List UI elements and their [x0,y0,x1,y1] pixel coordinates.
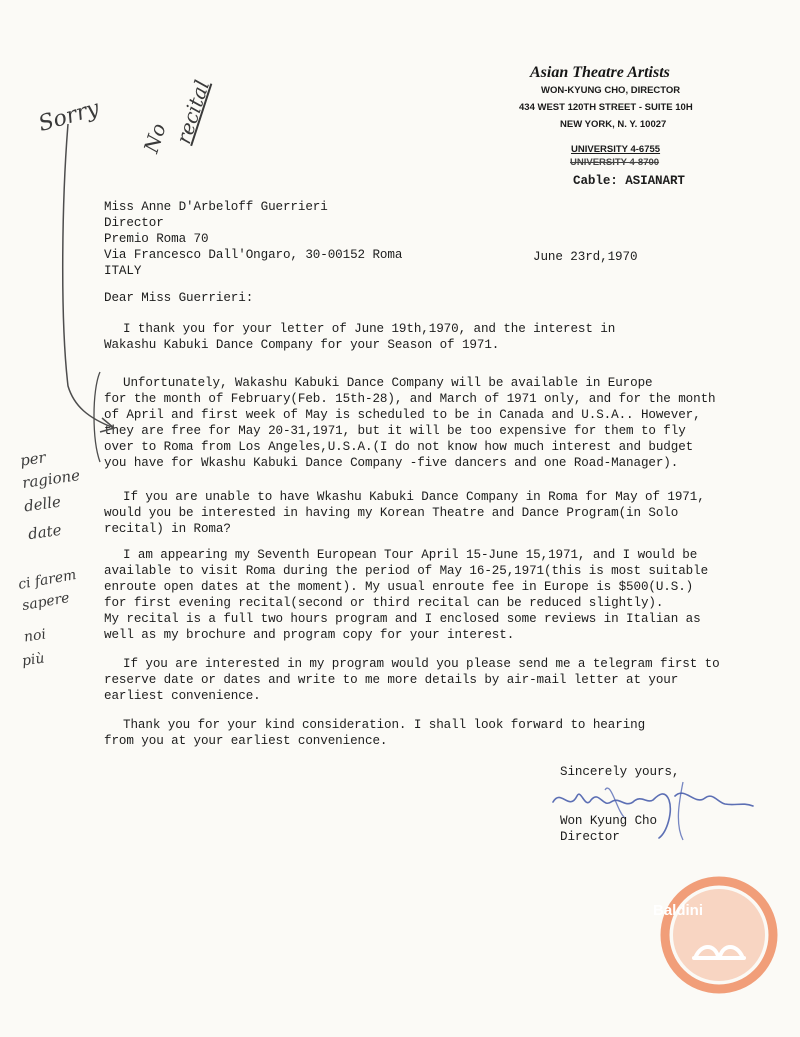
paragraph-line: available to visit Roma during the period of May 16-25,1971(this is most suitable [104,564,709,578]
note-no: No [138,120,171,156]
library-stamp [620,856,742,978]
letterhead-phone: UNIVERSITY 4-6755 [571,144,661,155]
letterhead-org-name: Asian Theatre Artists [530,64,670,81]
paragraph-line: of April and first week of May is scheduled to be in Canada and U.S.A.. However, [104,408,701,422]
margin-note-line: date [26,520,63,544]
annotation-arrow-icon [44,118,124,438]
stamp-logo-icon [658,874,780,996]
margin-note-line: noi [22,626,47,646]
note-recital: recital [171,77,215,147]
recipient-org: Premio Roma 70 [104,232,209,246]
closing: Sincerely yours, [560,765,680,779]
paragraph-line: My recital is a full two hours program and I enclosed some reviews in Italian as [104,612,701,626]
paragraph-line: for the month of February(Feb. 15th-28), and March of 1971 only, and for the month [104,392,716,406]
paragraph-line: enroute open dates at the moment). My usual enroute fee in Europe is $500(U.S.) [104,580,694,594]
paragraph-line: over to Roma from Los Angeles,U.S.A.(I do not know how much interest and budget [104,440,694,454]
paragraph-line: Unfortunately, Wakashu Kabuki Dance Company will be available in Europe [123,376,653,390]
margin-note-line: ci farem [17,567,78,593]
paragraph-line: If you are interested in my program would you please send me a telegram first to [123,657,720,671]
margin-bracket-icon [88,370,102,465]
paragraph-line: for first evening recital(second or third recital can be reduced slightly). [104,596,664,610]
letterhead-cable: Cable: ASIANART [573,174,685,188]
margin-note-line: sapere [20,589,71,615]
paragraph-line: you have for Wkashu Kabuki Dance Company -five dancers and one Road-Manager). [104,456,679,470]
paragraph-line: they are free for May 20-31,1971, but it will be too expensive for them to fly [104,424,686,438]
margin-note-line: più [20,650,46,670]
margin-note-line: per [18,448,47,470]
letterhead-phone-old: UNIVERSITY 4-8700 [570,157,660,168]
letterhead-address-1: 434 WEST 120TH STREET - SUITE 10H [519,102,693,113]
note-sorry: Sorry [35,95,103,138]
letterhead-address-2: NEW YORK, N. Y. 10027 [560,119,667,130]
signer-name: Won Kyung Cho [560,814,657,828]
salutation: Dear Miss Guerrieri: [104,291,254,305]
letter-date: June 23rd,1970 [533,250,638,264]
recipient-street: Via Francesco Dall'Ongaro, 30-00152 Roma [104,248,403,262]
paragraph-line: recital) in Roma? [104,522,231,536]
paragraph-line: would you be interested in having my Korean Theatre and Dance Program(in Solo [104,506,679,520]
recipient-country: ITALY [104,264,142,278]
recipient-name: Miss Anne D'Arbeloff Guerrieri [104,200,328,214]
paragraph-line: earliest convenience. [104,689,261,703]
paragraph-line: If you are unable to have Wkashu Kabuki Dance Company in Roma for May of 1971, [123,490,705,504]
letterhead-director: WON-KYUNG CHO, DIRECTOR [541,85,681,96]
paragraph-line: well as my brochure and program copy for your interest. [104,628,515,642]
margin-note-line: delle [22,492,63,516]
paragraph-line: I thank you for your letter of June 19th,1970, and the interest in [123,322,616,336]
margin-note-line: ragione [21,466,82,492]
paragraph-line: I am appearing my Seventh European Tour April 15-June 15,1971, and I would be [123,548,698,562]
paragraph-line: Thank you for your kind consideration. I shall look forward to hearing [123,718,646,732]
stamp-text: Baldini [653,902,704,919]
paragraph-line: from you at your earliest convenience. [104,734,388,748]
signer-title: Director [560,830,620,844]
paragraph-line: reserve date or dates and write to me more details by air-mail letter at your [104,673,679,687]
paragraph-line: Wakashu Kabuki Dance Company for your Season of 1971. [104,338,500,352]
recipient-title: Director [104,216,164,230]
